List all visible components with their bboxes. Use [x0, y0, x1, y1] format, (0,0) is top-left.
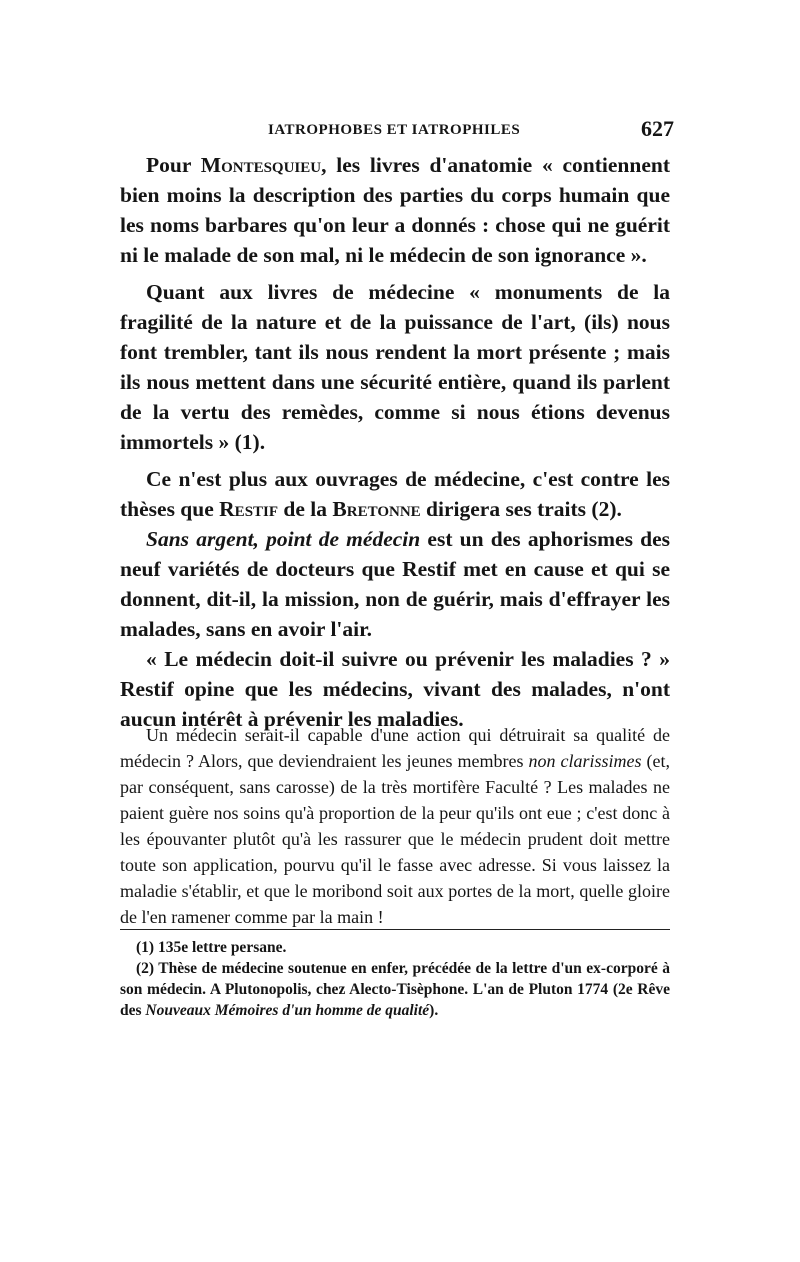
author-name-restif: Restif [219, 497, 279, 521]
footnotes [120, 937, 670, 1021]
running-title: IATROPHOBES ET IATROPHILES [268, 122, 521, 138]
page-number: 627 [641, 116, 674, 141]
text-run: Pour [146, 153, 201, 177]
author-name-montesquieu: Montesquieu [200, 153, 322, 177]
footnote-1: (1) 135e lettre persane. [136, 939, 287, 956]
italic-non-clarissimes: non clarissimes [528, 751, 642, 771]
text-run: (2) Thèse de médecine soutenue en enfer, précédée de la lettre d'un ex-corporé à son médecin. A Plutonopolis, chez Alecto-Tisèphone. L'an de Pluton 1774 (2e Rêve des [120, 960, 670, 1019]
paragraph-aphorisme [120, 524, 670, 644]
text-run: de la [278, 497, 333, 521]
footnote-2 [120, 958, 670, 1021]
quote-paragraph [120, 722, 670, 930]
text-run: Un médecin serait-il capable d'une action qui détruirait sa qualité de médecin ? Alors, que deviendraient les jeunes membres [120, 725, 670, 771]
paragraph-montesquieu [120, 150, 670, 270]
footnote-divider [120, 929, 670, 930]
quoted-passage [120, 722, 670, 930]
author-name-bretonne: Bretonne [332, 497, 421, 521]
italic-book-title: Nouveaux Mémoires d'un homme de qualité [145, 1002, 430, 1019]
text-run: (et, par conséquent, sans carosse) de la très mortifère Faculté ? Les malades ne paient guère nos soins qu'à proportion de la peur qu'ils ont eue ; c'est donc à les épouvanter plutôt qu'à les rassurer que le médecin prudent doit mettre toute son application, pourvu qu'il le fasse avec adresse. Si vous laissez la maladie s'établir, et que le moribond soit aux portes de la mort, quelle gloire de l'en ramener comme par la main ! [120, 751, 670, 927]
text-run: Ce n'est plus aux ouvrages de médecine, c'est contre les thèses que [120, 467, 670, 521]
main-text [120, 150, 670, 734]
text-run: dirigera ses traits (2). [420, 497, 622, 521]
paragraph-prevenir: « Le médecin doit-il suivre ou prévenir les maladies ? » Restif opine que les médecins, vivant des malades, n'ont aucun intérêt à prévenir les maladies. [120, 647, 670, 731]
paragraph-restif-theses [120, 464, 670, 524]
text-run: ). [429, 1002, 439, 1019]
text-run: , les livres d'anatomie « contiennent bien moins la description des parties du corps humain que les noms barbares qu'on leur a donnés : chose qui ne guérit ni le malade de son mal, ni le médecin de son ignorance ». [120, 153, 670, 267]
italic-aphorism: Sans argent, point de médecin [146, 527, 421, 551]
page-header [120, 118, 680, 148]
paragraph-livres-medecine: Quant aux livres de médecine « monuments de la fragilité de la nature et de la puissance de l'art, (ils) nous font trembler, tant ils nous rendent la mort présente ; mais ils nous mettent dans une sécurité entière, quand ils parlent de la vertu des remèdes, comme si nous étions devenus immortels » (1). [120, 280, 670, 454]
text-run: est un des aphorismes des neuf variétés de docteurs que Restif met en cause et qui se donnent, dit-il, la mission, non de guérir, mais d'effrayer les malades, sans en avoir l'air. [120, 527, 670, 641]
